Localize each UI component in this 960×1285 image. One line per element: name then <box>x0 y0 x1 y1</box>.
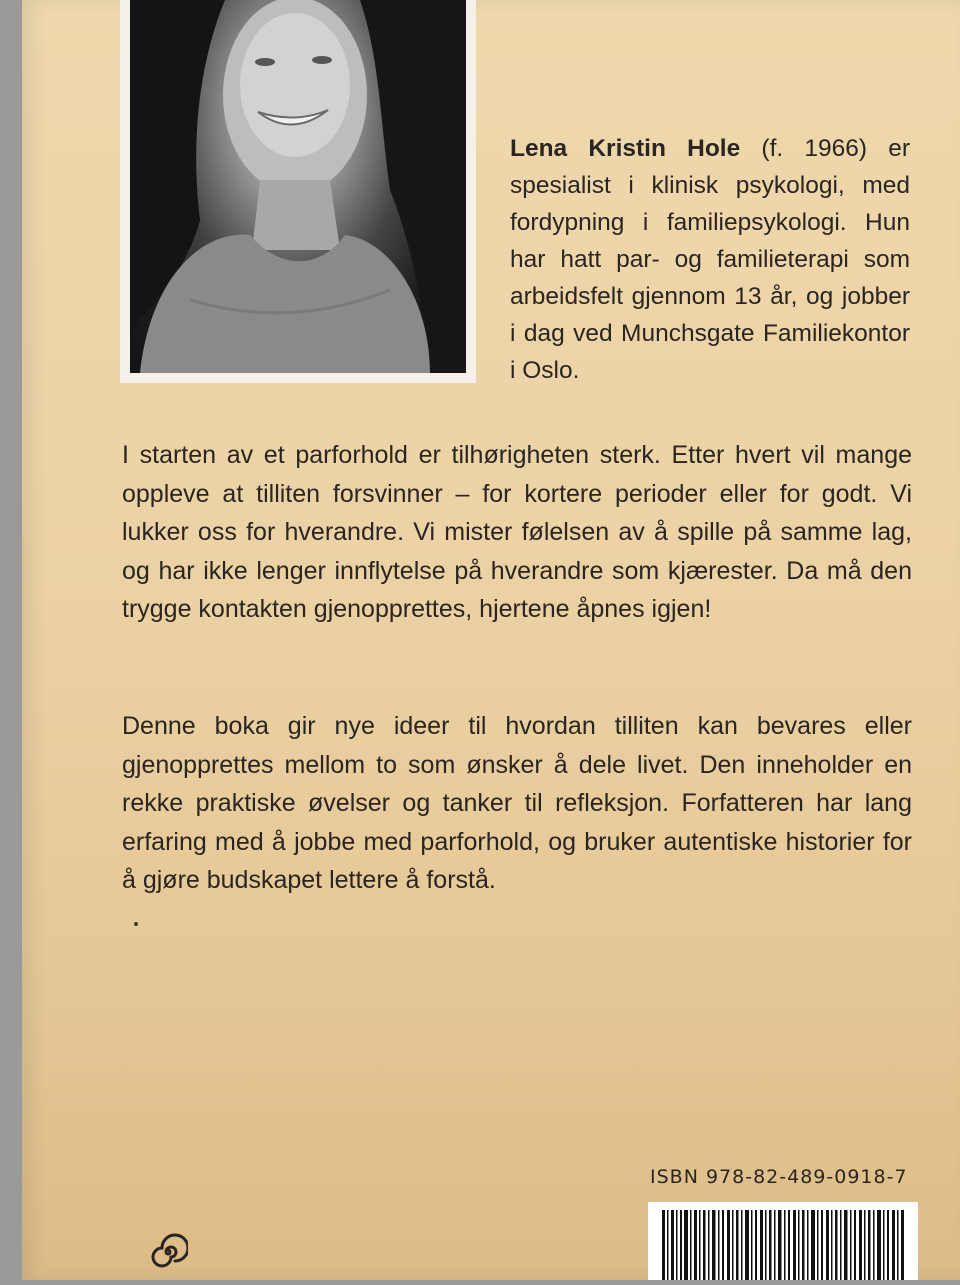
barcode-icon <box>648 1202 918 1280</box>
author-bio <box>510 130 910 389</box>
description-paragraph-1: I starten av et parforhold er tilhørigheten sterk. Etter hvert vil mange oppleve at tilliten forsvinner – for kortere perioder eller for godt. Vi lukker oss for hverandre. Vi mister følelsen av å spille på samme lag, og har ikke lenger innflytelse på hverandre som kjærester. Da må den trygge kontakten gjenopprettes, hjertene åpnes igjen! <box>122 441 912 623</box>
author-name: Lena Kristin Hole <box>510 135 741 162</box>
stray-dot <box>134 922 138 926</box>
book-back-cover <box>22 0 960 1280</box>
isbn-number: ISBN 978-82-489-0918-7 <box>650 1166 908 1188</box>
spiral-icon <box>148 1232 188 1272</box>
barcode <box>648 1202 918 1280</box>
author-birth: (f. 1966) <box>761 135 868 162</box>
author-bio-text: er spesialist i klinisk psykologi, med fordypning i familiepsykologi. Hun har hatt par- og familieterapi som arbeidsfelt gjennom 13 år, og jobber i dag ved Munchsgate Familiekontor i Oslo. <box>510 135 911 384</box>
publisher-spiral-logo <box>148 1232 188 1277</box>
description-paragraph-2: Denne boka gir nye ideer til hvordan tilliten kan bevares eller gjenopprettes mellom to som ønsker å dele livet. Den inneholder en rekke praktiske øvelser og tanker til refleksjon. Forfatteren har lang erfaring med å jobbe med parforhold, og bruker autentiske historier for å gjøre budskapet lettere å forstå. <box>122 712 912 894</box>
author-photo <box>130 0 466 373</box>
author-photo-frame <box>120 0 476 383</box>
